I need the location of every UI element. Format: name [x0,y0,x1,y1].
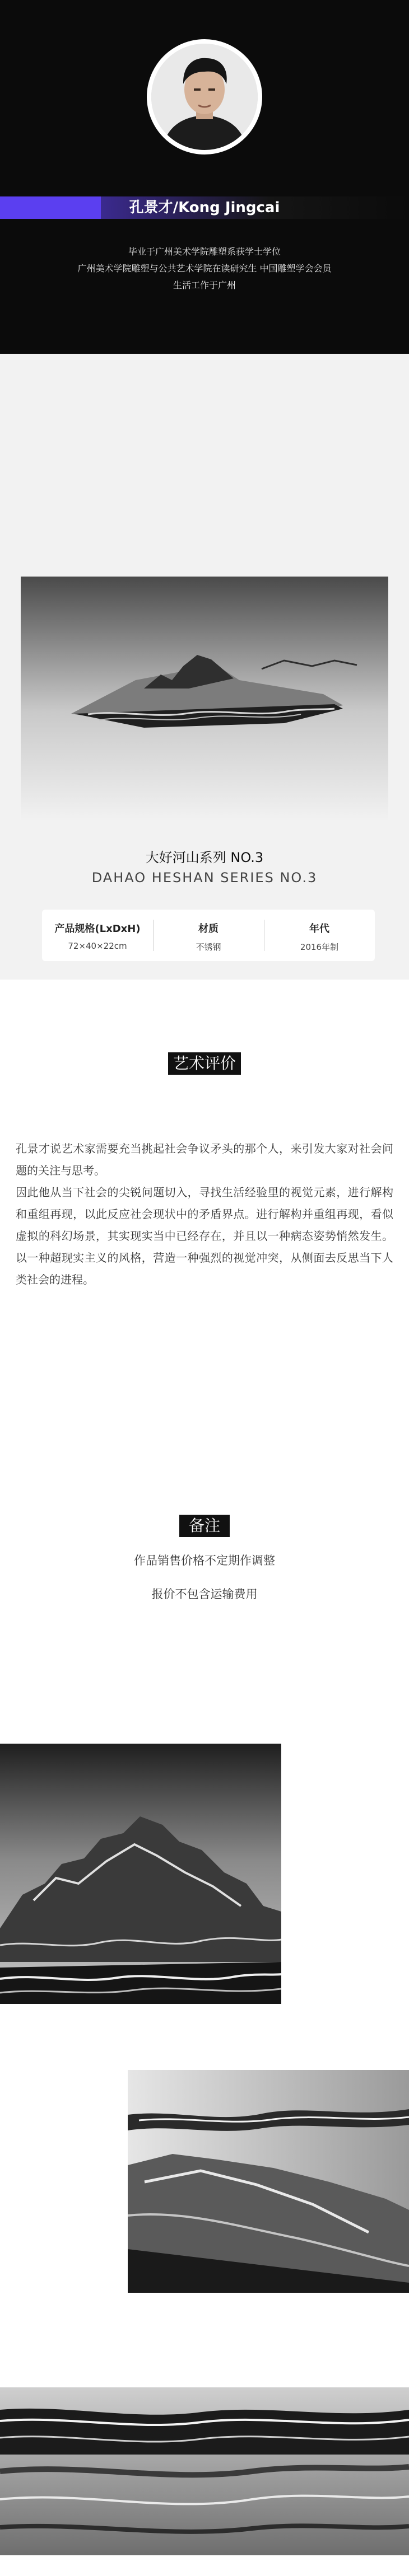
artwork-title-cn: 大好河山系列 NO.3 [145,850,264,865]
review-paragraph: 孔景才说艺术家需要充当挑起社会争议矛头的那个人，来引发大家对社会问题的关注与思考。 [16,1142,393,1177]
notes-heading: 备注 [179,1515,230,1537]
spec-card [42,910,375,961]
spec-value: 2016年制 [300,942,339,952]
spec-label: 产品规格(LxDxH) [54,923,141,935]
spec-material [153,910,264,961]
spec-year [264,910,375,961]
spec-label: 年代 [309,923,329,935]
spec-value: 72×40×22cm [68,941,127,951]
artwork-title-en: DAHAO HESHAN SERIES NO.3 [91,870,318,886]
bio-line: 生活工作于广州 [173,280,236,291]
review-heading: 艺术评价 [168,1052,241,1075]
artist-name: 孔景才/Kong Jingcai [129,199,280,216]
sculpture-photo [128,2070,409,2293]
bio-line: 广州美术学院雕塑与公共艺术学院在读研究生 中国雕塑学会会员 [77,263,332,274]
avatar [151,44,258,150]
sculpture-photo [0,1744,281,2004]
spec-label: 材质 [198,923,219,935]
sculpture-photo [21,577,388,822]
sculpture-photo [0,2387,409,2555]
review-paragraph: 因此他从当下社会的尖锐问题切入，寻找生活经验里的视觉元素，进行解构和重组再现，以此反应社会现状中的矛盾界点。进行解构并重组再现，看似虚拟的科幻场景，其实现实当中已经存在，并且以一种病态姿势悄然发生。以一种超现实主义的风格，营造一种强烈的视觉冲突，从侧面去反思当下人类社会的进程。 [16,1186,393,1286]
note-line: 报价不包含运输费用 [151,1587,258,1601]
spec-size [42,910,153,961]
spec-value: 不锈钢 [196,942,221,952]
bio-line: 毕业于广州美术学院雕塑系获学士学位 [128,246,281,257]
note-line: 作品销售价格不定期作调整 [134,1554,275,1567]
